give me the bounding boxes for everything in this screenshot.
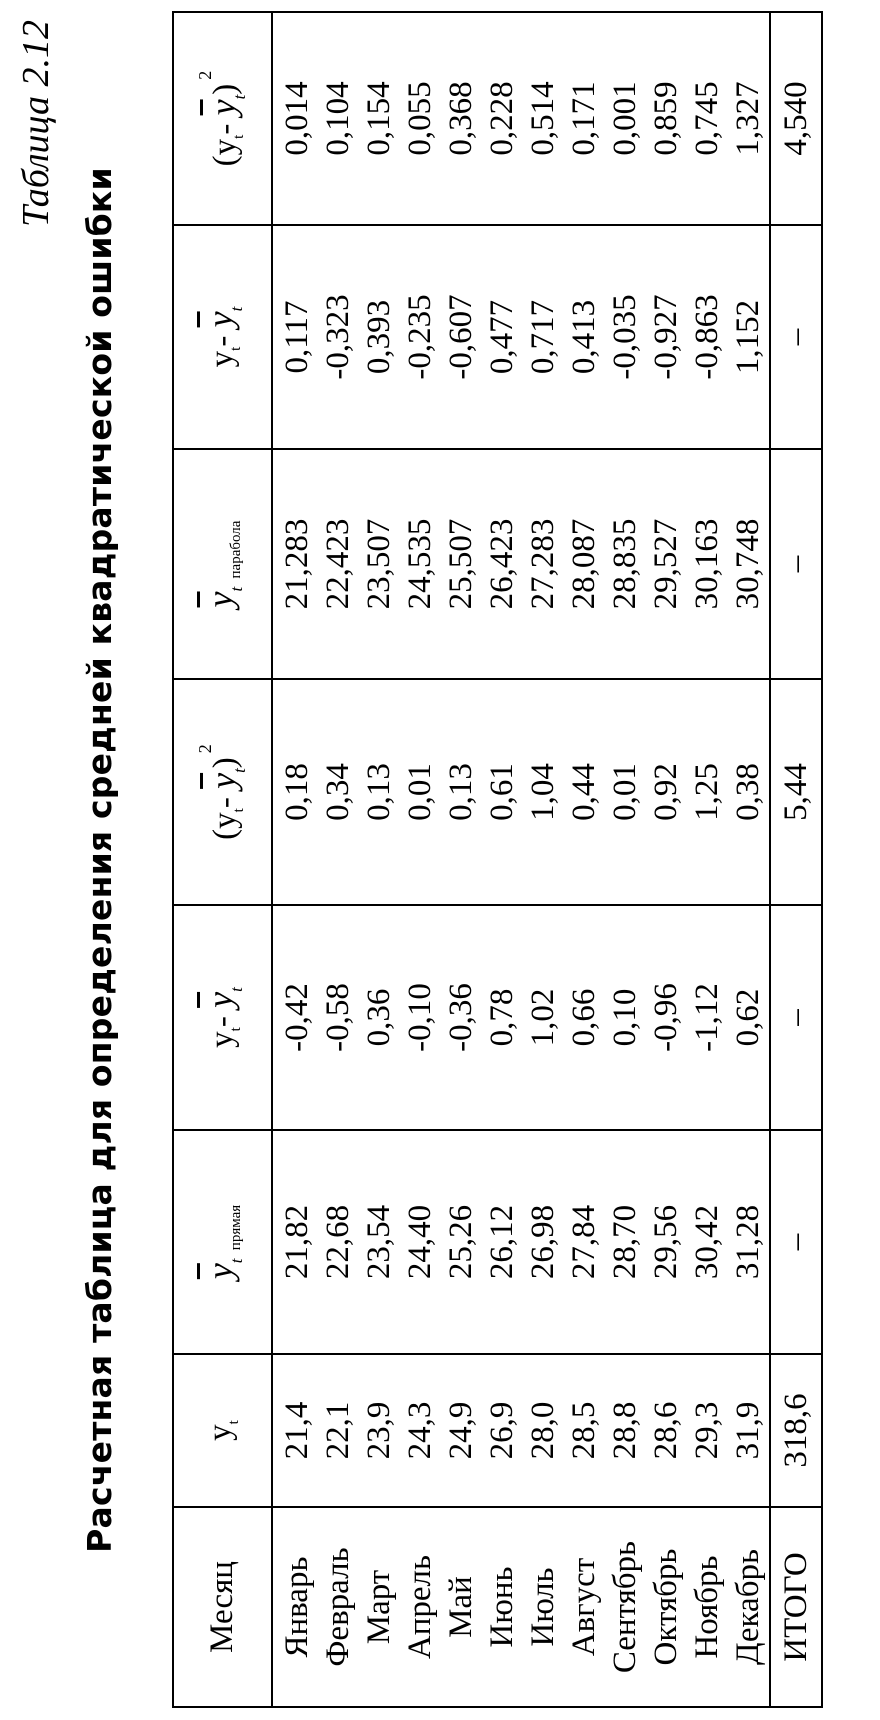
cell-month: Декабрь	[728, 1507, 770, 1707]
cell-y-parabola: 25,507	[441, 449, 482, 679]
cell-diff-parabola: -0,607	[441, 225, 482, 449]
cell-y-parabola: 28,087	[564, 449, 605, 679]
table-row	[523, 12, 564, 1707]
cell-sq-line: 0,01	[400, 679, 441, 905]
cell-diff-parabola: -0,927	[646, 225, 687, 449]
table-row	[318, 12, 359, 1707]
cell-diff-parabola: 0,477	[482, 225, 523, 449]
cell-sq-line: 0,44	[564, 679, 605, 905]
cell-sq-line: 0,13	[441, 679, 482, 905]
table-row	[605, 12, 646, 1707]
cell-sq-line: 0,01	[605, 679, 646, 905]
cell-sq-parabola: 0,154	[359, 12, 400, 225]
cell-diff-parabola: -0,323	[318, 225, 359, 449]
cell-y-line: 26,98	[523, 1130, 564, 1354]
cell-diff-parabola: 0,717	[523, 225, 564, 449]
cell-diff-line: -1,12	[687, 905, 728, 1130]
total-diff-parabola: –	[770, 225, 822, 449]
cell-y-parabola: 30,748	[728, 449, 770, 679]
cell-diff-line: -0,58	[318, 905, 359, 1130]
cell-month: Сентябрь	[605, 1507, 646, 1707]
cell-sq-parabola: 0,745	[687, 12, 728, 225]
total-sq-line: 5,44	[770, 679, 822, 905]
cell-diff-line: -0,96	[646, 905, 687, 1130]
cell-diff-line: 0,62	[728, 905, 770, 1130]
table-row	[646, 12, 687, 1707]
cell-y-line: 23,54	[359, 1130, 400, 1354]
cell-y-parabola: 26,423	[482, 449, 523, 679]
error-calculation-table	[172, 11, 823, 1708]
cell-sq-parabola: 0,014	[272, 12, 318, 225]
cell-y-parabola: 21,283	[272, 449, 318, 679]
table-row	[400, 12, 441, 1707]
cell-month: Январь	[272, 1507, 318, 1707]
cell-sq-line: 0,13	[359, 679, 400, 905]
cell-diff-line: 0,66	[564, 905, 605, 1130]
total-y-parabola: –	[770, 449, 822, 679]
cell-yt: 31,9	[728, 1354, 770, 1507]
header-diff-line: $y_t-$ $\overline{y}_t$	[173, 905, 272, 1130]
cell-diff-parabola: 0,413	[564, 225, 605, 449]
cell-y-line: 24,40	[400, 1130, 441, 1354]
cell-y-parabola: 23,507	[359, 449, 400, 679]
cell-sq-parabola: 0,104	[318, 12, 359, 225]
cell-diff-parabola: -0,235	[400, 225, 441, 449]
cell-yt: 24,9	[441, 1354, 482, 1507]
cell-month: Октябрь	[646, 1507, 687, 1707]
cell-yt: 22,1	[318, 1354, 359, 1507]
cell-sq-line: 0,38	[728, 679, 770, 905]
cell-yt: 21,4	[272, 1354, 318, 1507]
cell-yt: 28,5	[564, 1354, 605, 1507]
table-row	[441, 12, 482, 1707]
cell-sq-line: 0,34	[318, 679, 359, 905]
total-row	[770, 12, 822, 1707]
cell-sq-line: 1,25	[687, 679, 728, 905]
table-title: Расчетная таблица для определения средней квадратической ошибки	[80, 167, 119, 1553]
cell-yt: 26,9	[482, 1354, 523, 1507]
cell-y-line: 21,82	[272, 1130, 318, 1354]
cell-diff-line: -0,36	[441, 905, 482, 1130]
total-y-line: –	[770, 1130, 822, 1354]
cell-sq-parabola: 0,055	[400, 12, 441, 225]
cell-diff-line: -0,10	[400, 905, 441, 1130]
table-row	[728, 12, 770, 1707]
cell-y-line: 22,68	[318, 1130, 359, 1354]
total-yt: 318,6	[770, 1354, 822, 1507]
header-y-line: $\overline{y}_t$ $_{прямая}$	[173, 1130, 272, 1354]
cell-y-parabola: 30,163	[687, 449, 728, 679]
cell-y-line: 26,12	[482, 1130, 523, 1354]
cell-y-parabola: 27,283	[523, 449, 564, 679]
cell-sq-parabola: 0,368	[441, 12, 482, 225]
total-sq-parabola: 4,540	[770, 12, 822, 225]
cell-sq-parabola: 0,001	[605, 12, 646, 225]
cell-y-parabola: 29,527	[646, 449, 687, 679]
cell-y-parabola: 22,423	[318, 449, 359, 679]
cell-month: Март	[359, 1507, 400, 1707]
header-row	[173, 12, 272, 1707]
header-sq-line: ($y_t-$ $\overline{y}_t)^2$	[173, 679, 272, 905]
cell-sq-line: 1,04	[523, 679, 564, 905]
cell-sq-line: 0,92	[646, 679, 687, 905]
cell-diff-parabola: 0,393	[359, 225, 400, 449]
cell-yt: 28,0	[523, 1354, 564, 1507]
cell-month: Май	[441, 1507, 482, 1707]
cell-y-line: 28,70	[605, 1130, 646, 1354]
cell-diff-line: 0,10	[605, 905, 646, 1130]
header-month: Месяц	[173, 1507, 272, 1707]
cell-diff-parabola: 0,117	[272, 225, 318, 449]
total-diff-line: –	[770, 905, 822, 1130]
table-body	[272, 12, 770, 1707]
cell-diff-parabola: -0,035	[605, 225, 646, 449]
cell-month: Ноябрь	[687, 1507, 728, 1707]
table-row	[359, 12, 400, 1707]
header-yt: $y_t$	[173, 1354, 272, 1507]
cell-yt: 24,3	[400, 1354, 441, 1507]
cell-yt: 28,8	[605, 1354, 646, 1507]
cell-sq-parabola: 0,228	[482, 12, 523, 225]
cell-y-parabola: 24,535	[400, 449, 441, 679]
cell-diff-parabola: -0,863	[687, 225, 728, 449]
cell-diff-line: 0,36	[359, 905, 400, 1130]
cell-y-line: 30,42	[687, 1130, 728, 1354]
table-number: Таблица 2.12	[15, 20, 57, 227]
cell-month: Август	[564, 1507, 605, 1707]
table-row	[272, 12, 318, 1707]
cell-diff-line: 1,02	[523, 905, 564, 1130]
total-label: ИТОГО	[770, 1507, 822, 1707]
cell-diff-parabola: 1,152	[728, 225, 770, 449]
cell-sq-line: 0,18	[272, 679, 318, 905]
header-y-parabola: $\overline{y}_t$ $_{парабола}$	[173, 449, 272, 679]
table-row	[564, 12, 605, 1707]
header-diff-parabola: $y_t-$ $\overline{y}_t$	[173, 225, 272, 449]
table-row	[687, 12, 728, 1707]
cell-sq-parabola: 0,514	[523, 12, 564, 225]
cell-month: Апрель	[400, 1507, 441, 1707]
cell-yt: 28,6	[646, 1354, 687, 1507]
cell-sq-parabola: 0,859	[646, 12, 687, 225]
cell-y-line: 27,84	[564, 1130, 605, 1354]
cell-month: Июнь	[482, 1507, 523, 1707]
cell-yt: 29,3	[687, 1354, 728, 1507]
cell-y-line: 31,28	[728, 1130, 770, 1354]
cell-sq-parabola: 1,327	[728, 12, 770, 225]
cell-yt: 23,9	[359, 1354, 400, 1507]
cell-sq-parabola: 0,171	[564, 12, 605, 225]
table-row	[482, 12, 523, 1707]
cell-sq-line: 0,61	[482, 679, 523, 905]
cell-month: Июль	[523, 1507, 564, 1707]
cell-diff-line: 0,78	[482, 905, 523, 1130]
cell-y-line: 25,26	[441, 1130, 482, 1354]
cell-y-line: 29,56	[646, 1130, 687, 1354]
cell-diff-line: -0,42	[272, 905, 318, 1130]
header-sq-parabola: ($y_t-$ $\overline{y}_t)^2$	[173, 12, 272, 225]
cell-y-parabola: 28,835	[605, 449, 646, 679]
cell-month: Февраль	[318, 1507, 359, 1707]
